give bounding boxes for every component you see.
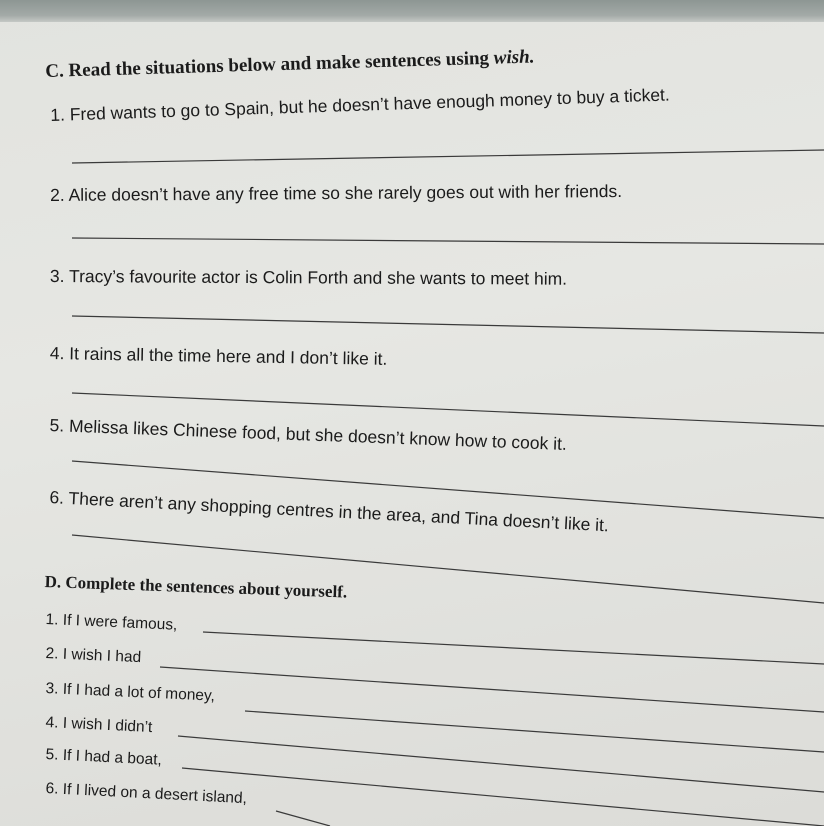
answer-line-c3	[72, 316, 824, 333]
answer-line-c1	[72, 150, 824, 163]
situation-1: 1. Fred wants to go to Spain, but he doesn’t have enough money to buy a ticket.	[50, 84, 671, 125]
situation-5: 5. Melissa likes Chinese food, but she doesn’t know how to cook it.	[49, 415, 568, 454]
answer-line-d3	[245, 711, 824, 752]
section-c-heading-text: C. Read the situations below and make sentences using	[45, 47, 495, 82]
answer-line-d5	[182, 768, 824, 826]
sentence-1: 1. If I were famous,	[45, 611, 178, 634]
answer-line-c2	[72, 238, 824, 244]
situation-4: 4. It rains all the time here and I don’t like it.	[49, 343, 388, 369]
answer-line-d6	[276, 811, 330, 826]
answer-line-d4	[178, 736, 824, 792]
sentence-2: 2. I wish I had	[45, 645, 142, 667]
answer-line-d1	[203, 632, 824, 664]
sentence-6: 6. If I lived on a desert island,	[45, 780, 248, 808]
section-d-heading: D. Complete the sentences about yourself.	[44, 572, 348, 602]
situation-3: 3. Tracy’s favourite actor is Colin Forth and she wants to meet him.	[49, 266, 568, 289]
section-c-heading-keyword: wish.	[493, 46, 535, 69]
answer-line-d2	[160, 667, 824, 712]
situation-2: 2. Alice doesn’t have any free time so she rarely goes out with her friends.	[50, 181, 623, 205]
situation-6: 6. There aren’t any shopping centres in the area, and Tina doesn’t like it.	[48, 487, 610, 536]
sentence-5: 5. If I had a boat,	[45, 746, 163, 769]
sentence-3: 3. If I had a lot of money,	[45, 680, 216, 705]
sentence-4: 4. I wish I didn’t	[45, 714, 153, 737]
